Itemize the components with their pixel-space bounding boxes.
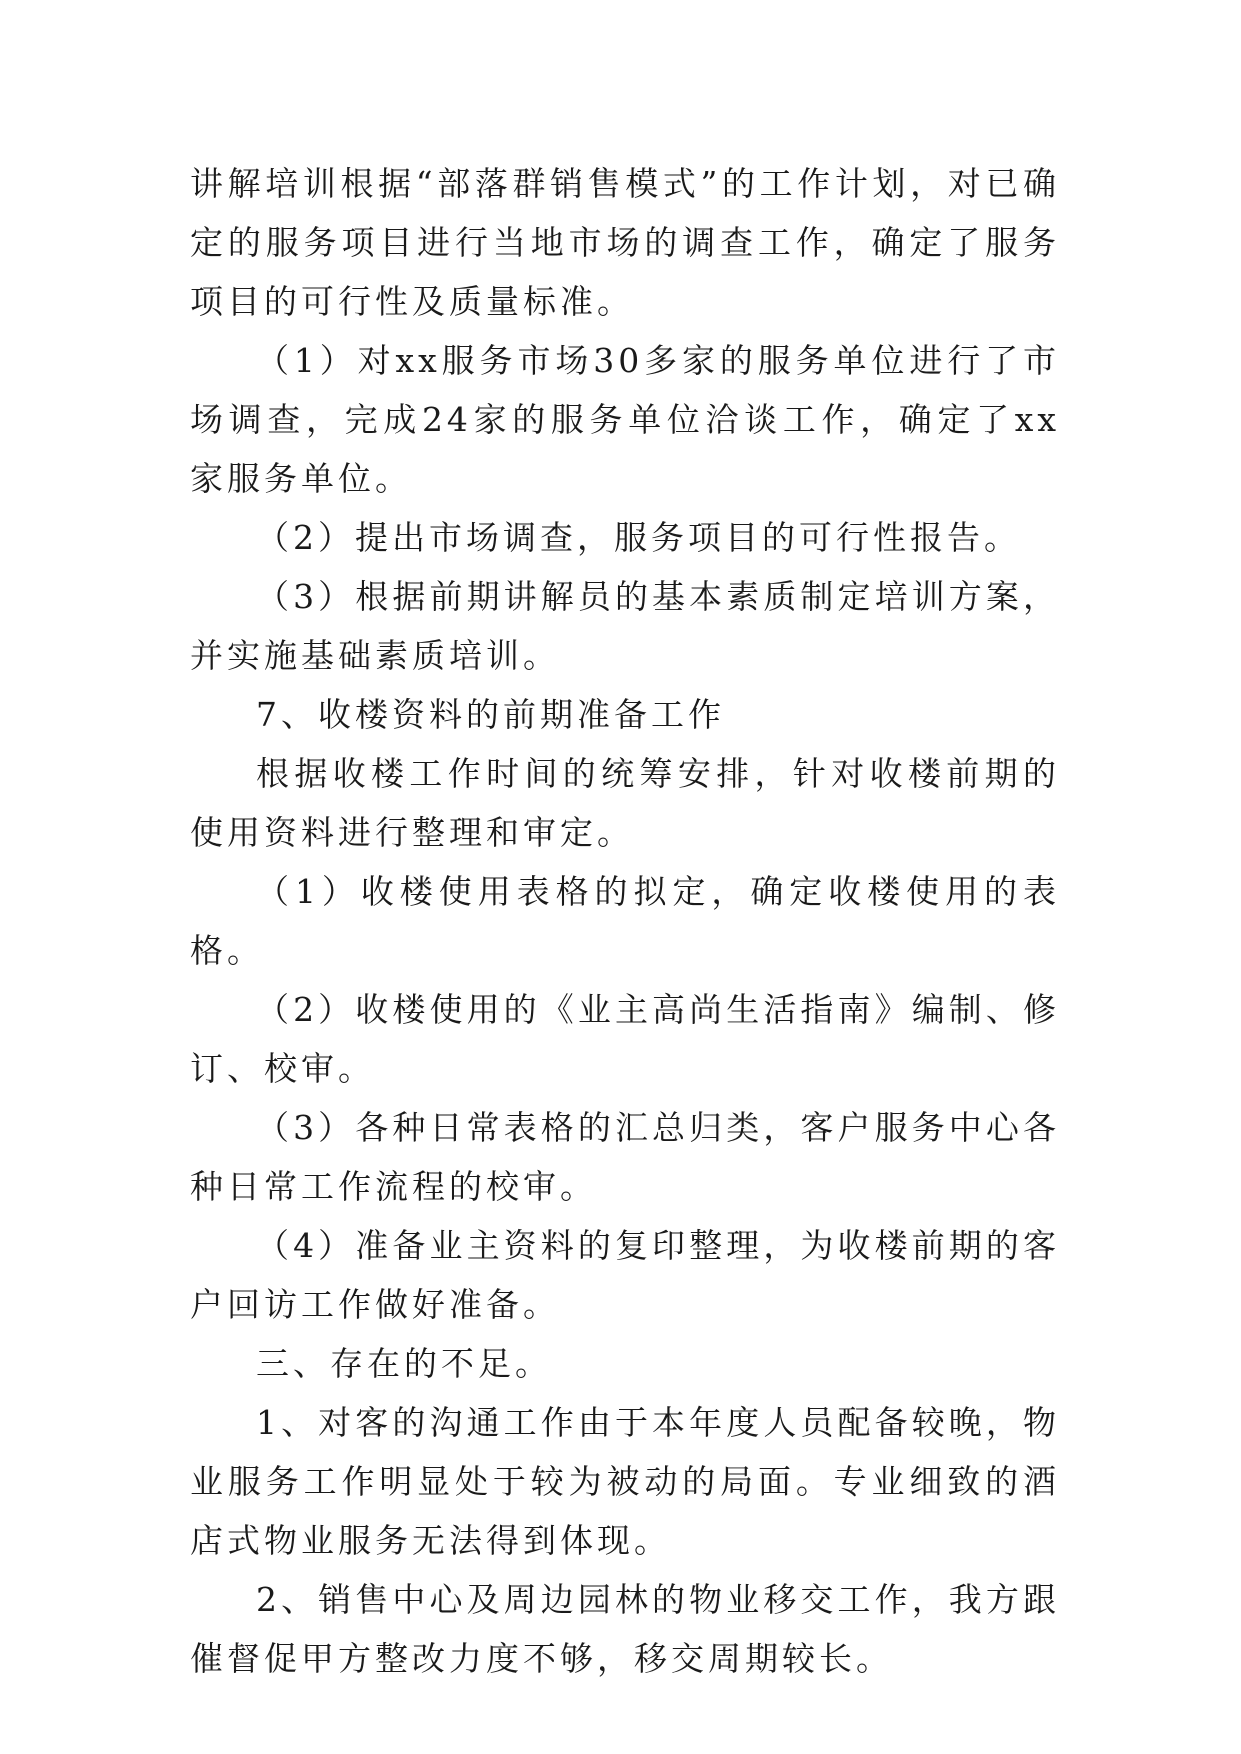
paragraph-training-plan: 讲解培训根据“部落群销售模式”的工作计划，对已确定的服务项目进行当地市场的调查工作，确定了服务项目的可行性及质量标准。 [190,164,1060,321]
paragraph-shortcoming-2: 2、销售中心及周边园林的物业移交工作，我方跟催督促甲方整改力度不够，移交周期较长。 [190,1580,1060,1678]
paragraph-item-3-training-program: （3）根据前期讲解员的基本素质制定培训方案，并实施基础素质培训。 [190,577,1060,675]
paragraph-item-1-market-survey: （1）对xx服务市场30多家的服务单位进行了市场调查，完成24家的服务单位洽谈工作，确定了xx家服务单位。 [190,341,1060,498]
document-body [190,154,1060,1688]
paragraph-shortcoming-1: 1、对客的沟通工作由于本年度人员配备较晚，物业服务工作明显处于较为被动的局面。专业细致的酒店式物业服务无法得到体现。 [190,1403,1060,1560]
paragraph-handover-materials: 根据收楼工作时间的统筹安排，针对收楼前期的使用资料进行整理和审定。 [190,754,1060,852]
paragraph-item-2-feasibility-report: （2）提出市场调查，服务项目的可行性报告。 [256,518,1021,557]
paragraph-item-4-owner-data: （4）准备业主资料的复印整理，为收楼前期的客户回访工作做好准备。 [190,1226,1060,1324]
paragraph-item-1-forms: （1）收楼使用表格的拟定，确定收楼使用的表格。 [190,872,1060,970]
section-heading-shortcomings: 三、存在的不足。 [256,1344,552,1383]
paragraph-item-2-guide: （2）收楼使用的《业主高尚生活指南》编制、修订、校审。 [190,990,1060,1088]
paragraph-item-3-daily-forms: （3）各种日常表格的汇总归类，客户服务中心各种日常工作流程的校审。 [190,1108,1060,1206]
section-heading-7: 7、收楼资料的前期准备工作 [256,695,725,734]
